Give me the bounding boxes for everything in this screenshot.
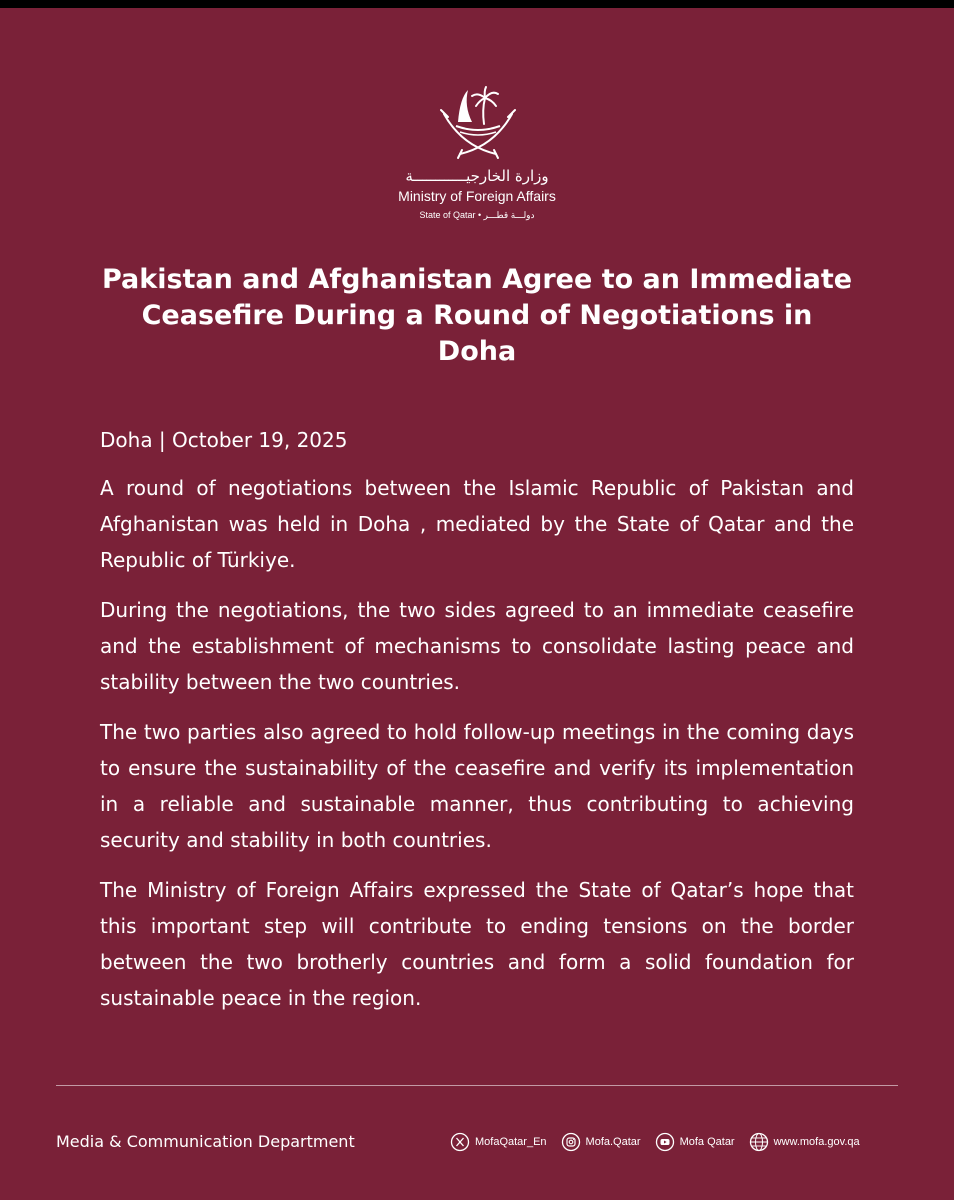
article-paragraph-2: During the negotiations, the two sides agreed to an immediate ceasefire and the establishment of mechanisms to consolidate lasting peace and stability between the two countries. (100, 598, 854, 694)
x-icon (450, 1132, 470, 1152)
globe-icon (749, 1132, 769, 1152)
qatar-emblem-icon (436, 80, 520, 164)
social-label-x: MofaQatar_En (475, 1136, 547, 1148)
social-links (450, 1130, 860, 1154)
ministry-logo-text (377, 166, 577, 222)
article-dateline: Doha | October 19, 2025 (100, 428, 348, 452)
social-link-instagram[interactable] (561, 1132, 641, 1152)
article-paragraph-1: A round of negotiations between the Islamic Republic of Pakistan and Afghanistan was held in Doha , mediated by the State of Qatar and the Republic of Türkiye. (100, 476, 854, 572)
top-black-strip (0, 0, 954, 8)
social-label-instagram: Mofa.Qatar (585, 1136, 641, 1148)
article-paragraph-3: The two parties also agreed to hold follow-up meetings in the coming days to ensure the sustainability of the ceasefire and verify its implementation in a reliable and sustainable manner, thus contributing to achieving security and stability in both countries. (100, 720, 854, 852)
ministry-english-name: Ministry of Foreign Affairs (398, 188, 556, 204)
article-headline: Pakistan and Afghanistan Agree to an Immediate Ceasefire During a Round of Negotiations in Doha (101, 264, 853, 367)
department-name: Media & Communication Department (56, 1132, 355, 1151)
instagram-icon (561, 1132, 581, 1152)
article-body (100, 422, 854, 1030)
footer-divider (56, 1085, 898, 1086)
social-link-x[interactable] (450, 1132, 547, 1152)
social-label-youtube: Mofa Qatar (679, 1136, 735, 1148)
social-link-youtube[interactable] (655, 1132, 735, 1152)
youtube-icon (655, 1132, 675, 1152)
social-label-website: www.mofa.gov.qa (773, 1136, 860, 1148)
state-subtitle: State of Qatar • دولـــة قطـــر (419, 210, 535, 220)
ministry-arabic-name: وزارة الخارجيــــــــــــة (405, 167, 549, 185)
article-paragraph-4: The Ministry of Foreign Affairs expressed the State of Qatar’s hope that this important step will contribute to ending tensions on the border between the two brotherly countries and form a solid foundation for sustainable peace in the region. (100, 878, 854, 1010)
social-link-website[interactable] (749, 1132, 860, 1152)
